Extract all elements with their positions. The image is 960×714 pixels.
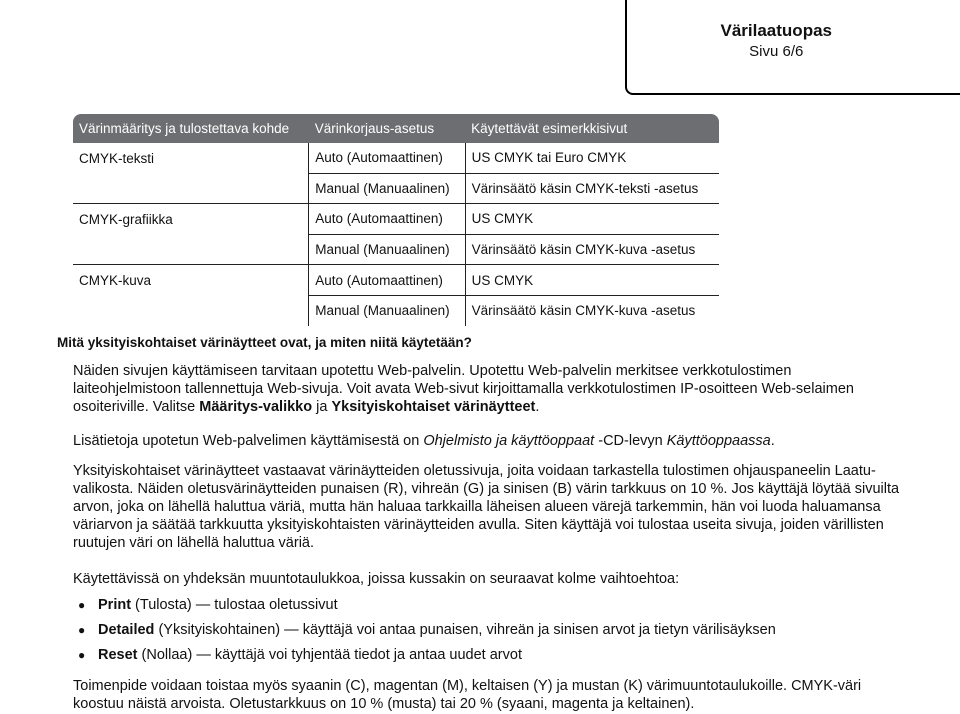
cell-target: CMYK-kuva: [73, 265, 309, 296]
paragraph-text: Näiden sivujen käyttämiseen tarvitaan upotettu Web-palvelin. Upotettu Web-palvelin merkitsee verkkotulostimen laiteohjelmistoon tallennettuja Web-sivuja. Voit avata Web-sivut kirjoittamalla verkkotulostimen IP-osoitteen Web-selaimen osoiteriville. Valitse: [73, 363, 854, 415]
page-number: Sivu 6/6: [749, 43, 804, 60]
cell-setting: Auto (Automaattinen): [309, 204, 465, 235]
cell-pages: US CMYK: [465, 265, 719, 296]
color-settings-table: [73, 114, 719, 326]
cell-pages: US CMYK: [465, 204, 719, 235]
table-row: [73, 234, 719, 265]
paragraph-text: Lisätietoja upotetun Web-palvelimen käyttämisestä on: [73, 433, 424, 449]
paragraph-text: .: [770, 433, 775, 449]
cell-target: [73, 173, 309, 204]
table-header-row: [73, 114, 719, 143]
column-header-pages: Käytettävät esimerkkisivut: [465, 114, 719, 143]
menu-name-detailed-samples: Yksityiskohtaiset värinäytteet: [331, 399, 536, 415]
bullet-icon: ●: [78, 648, 86, 662]
cell-pages: Värinsäätö käsin CMYK-teksti -asetus: [465, 173, 719, 204]
paragraph-conversion-tables: Käytettävissä on yhdeksän muuntotaulukkoa, joissa kussakin on seuraavat kolme vaihtoehtoa:: [73, 571, 680, 587]
option-name: Reset: [98, 647, 138, 663]
bullet-icon: ●: [78, 623, 86, 637]
cell-target: [73, 234, 309, 265]
table-row: [73, 204, 719, 235]
paragraph-text: ja: [312, 399, 332, 415]
option-description: (Yksityiskohtainen) — käyttäjä voi antaa punaisen, vihreän ja sinisen arvot ja tietyn värilisäyksen: [154, 622, 776, 638]
page-header: [721, 20, 833, 62]
list-item: [78, 621, 776, 646]
section-question-heading: Mitä yksityiskohtaiset värinäytteet ovat, ja miten niitä käytetään?: [57, 335, 472, 350]
menu-name-settings: Määritys-valikko: [199, 399, 313, 415]
cell-setting: Manual (Manuaalinen): [309, 295, 465, 325]
cell-pages: US CMYK tai Euro CMYK: [465, 143, 719, 173]
list-item: [78, 646, 776, 671]
list-item: [78, 596, 776, 621]
column-header-setting: Värinkorjaus-asetus: [309, 114, 465, 143]
paragraph-web-server: [73, 362, 903, 416]
paragraph-detailed-samples: Yksityiskohtaiset värinäytteet vastaavat värinäytteiden oletussivuja, joita voidaan tarkastella tulostimen ohjauspaneelin Laatu-valikosta. Näiden oletusvärinäytteiden punaisen (R), vihreän (G) ja sinisen (B) värin tarkkuus on 10 %. Jos käyttäjä löytää sivuilta arvon, joka on lähellä haluttua väriä, mutta hän haluaa tarkkailla läheisen alueen värejä tarkemmin, hän voi luoda haluamansa väriarvon ja säätää tarkkuutta yksityiskohtaisten värinäytteiden avulla. Siten käyttäjä voi tulostaa useita sivuja, joiden värillisten ruutujen väri on lähellä haluttua väriä.: [73, 463, 900, 551]
paragraph-more-info: [73, 432, 903, 450]
column-header-target: Värinmääritys ja tulostettava kohde: [73, 114, 309, 143]
cell-target: CMYK-teksti: [79, 150, 155, 166]
document-title: Värilaatuopas: [720, 21, 832, 40]
table-row: [73, 265, 719, 296]
option-name: Print: [98, 597, 132, 613]
paragraph-text: .: [535, 399, 540, 415]
option-description: (Tulosta) — tulostaa oletussivut: [131, 597, 338, 613]
options-list: [78, 596, 776, 671]
cell-setting: Auto (Automaattinen): [309, 265, 465, 296]
paragraph-text: -CD-levyn: [594, 433, 667, 449]
cell-setting: Manual (Manuaalinen): [309, 173, 465, 204]
cell-setting: Manual (Manuaalinen): [309, 234, 465, 265]
table-row: [73, 295, 719, 325]
table-row: [73, 173, 719, 204]
guide-title: Käyttöoppaassa: [666, 433, 771, 449]
cell-setting: Auto (Automaattinen): [309, 143, 465, 173]
cell-target: [73, 295, 309, 325]
option-description: (Nollaa) — käyttäjä voi tyhjentää tiedot ja antaa uudet arvot: [137, 647, 522, 663]
cell-pages: Värinsäätö käsin CMYK-kuva -asetus: [465, 234, 719, 265]
paragraph-cmyk-tables: Toimenpide voidaan toistaa myös syaanin (C), magentan (M), keltaisen (Y) ja mustan (K) värimuuntotaulukoille. CMYK-väri koostuu näistä arvoista. Oletustarkkuus on 10 % (musta) tai 20 % (syaani, magenta ja keltainen).: [73, 678, 862, 712]
cell-target: CMYK-grafiikka: [73, 204, 309, 235]
cd-title: Ohjelmisto ja käyttöoppaat: [423, 433, 595, 449]
option-name: Detailed: [98, 622, 155, 638]
bullet-icon: ●: [78, 598, 86, 612]
cell-pages: Värinsäätö käsin CMYK-kuva -asetus: [465, 295, 719, 325]
table-row: [73, 143, 719, 173]
